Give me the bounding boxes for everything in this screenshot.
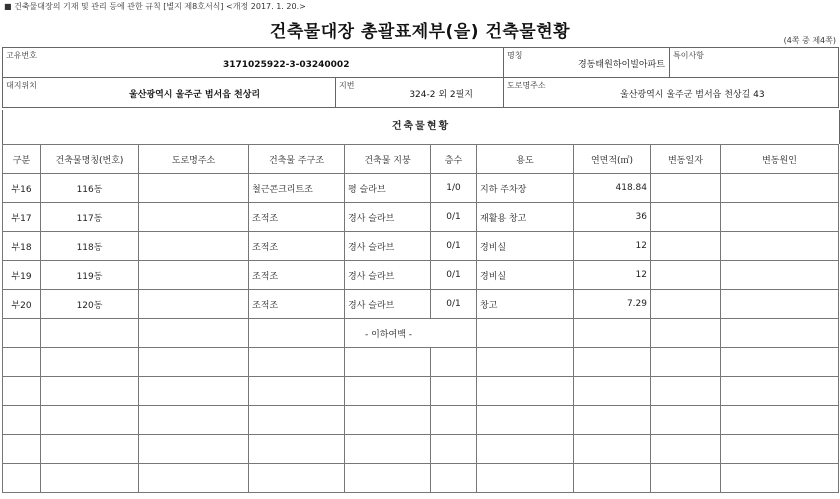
cell-floor-area: 12 bbox=[574, 232, 651, 261]
col-header-floor-area: 연면적(㎡) bbox=[574, 145, 651, 174]
cell-change-cause bbox=[721, 203, 839, 232]
table-row bbox=[3, 261, 839, 290]
info-table bbox=[2, 47, 839, 108]
empty-row bbox=[3, 377, 839, 406]
name-value: 경동태원하이빌아파트 bbox=[578, 60, 665, 70]
cell-floor-area: 7.29 bbox=[574, 290, 651, 319]
cell-roof: 경사 슬라브 bbox=[345, 290, 431, 319]
cell-road-address bbox=[139, 261, 249, 290]
cell-floors: 0/1 bbox=[431, 203, 477, 232]
col-header-road-address: 도로명주소 bbox=[139, 145, 249, 174]
cell-floors: 1/0 bbox=[431, 174, 477, 203]
cell-change-date bbox=[651, 174, 721, 203]
cell-category: 부17 bbox=[3, 203, 41, 232]
table-row bbox=[3, 232, 839, 261]
document-title: 건축물대장 총괄표제부(을) 건축물현황 bbox=[269, 22, 571, 42]
end-marker-row bbox=[3, 319, 839, 348]
location-label: 대지위치 bbox=[6, 81, 37, 90]
cell-use: 경비실 bbox=[477, 261, 574, 290]
cell-road-address bbox=[139, 290, 249, 319]
cell-category: 부18 bbox=[3, 232, 41, 261]
cell-use: 지하 주차장 bbox=[477, 174, 574, 203]
cell-main-structure: 조적조 bbox=[249, 232, 345, 261]
col-header-main-structure: 건축물 주구조 bbox=[249, 145, 345, 174]
unique-no-label: 고유번호 bbox=[6, 51, 37, 60]
cell-roof: 평 슬라브 bbox=[345, 174, 431, 203]
cell-building-name: 120동 bbox=[41, 290, 139, 319]
cell-building-name: 116동 bbox=[41, 174, 139, 203]
cell-roof: 경사 슬라브 bbox=[345, 261, 431, 290]
table-row bbox=[3, 174, 839, 203]
page-info: (4쪽 중 제4쪽) bbox=[783, 36, 836, 45]
cell-use: 경비실 bbox=[477, 232, 574, 261]
remarks-cell bbox=[670, 48, 839, 78]
cell-floor-area: 12 bbox=[574, 261, 651, 290]
cell-road-address bbox=[139, 232, 249, 261]
cell-floors: 0/1 bbox=[431, 261, 477, 290]
cell-building-name: 119동 bbox=[41, 261, 139, 290]
cell-change-date bbox=[651, 290, 721, 319]
road-address-label: 도로명주소 bbox=[507, 81, 546, 90]
empty-row bbox=[3, 348, 839, 377]
unique-no-cell bbox=[3, 48, 504, 78]
building-status-table bbox=[2, 144, 839, 493]
lot-label: 지번 bbox=[339, 81, 355, 90]
name-label: 명칭 bbox=[507, 51, 523, 60]
table-row bbox=[3, 290, 839, 319]
cell-change-cause bbox=[721, 232, 839, 261]
law-reference: ■ 건축물대장의 기재 및 관리 등에 관한 규칙 [별지 제8호서식] <개정 2017. 1. 20.> bbox=[4, 2, 306, 11]
cell-change-cause bbox=[721, 174, 839, 203]
end-marker: - 이하여백 - bbox=[345, 319, 477, 348]
unique-no-value: 3171025922-3-03240002 bbox=[223, 60, 350, 70]
cell-use: 재활용 창고 bbox=[477, 203, 574, 232]
col-header-building-name: 건축물명칭(번호) bbox=[41, 145, 139, 174]
col-header-use: 용도 bbox=[477, 145, 574, 174]
cell-main-structure: 조적조 bbox=[249, 261, 345, 290]
cell-floor-area: 418.84 bbox=[574, 174, 651, 203]
cell-floor-area: 36 bbox=[574, 203, 651, 232]
road-address-cell bbox=[504, 78, 839, 108]
cell-use: 창고 bbox=[477, 290, 574, 319]
empty-row bbox=[3, 464, 839, 493]
section-title: 건축물현황 bbox=[2, 110, 840, 144]
lot-value: 324-2 외 2필지 bbox=[409, 90, 473, 100]
cell-change-date bbox=[651, 203, 721, 232]
lot-cell bbox=[336, 78, 504, 108]
location-cell bbox=[3, 78, 336, 108]
cell-category: 부20 bbox=[3, 290, 41, 319]
table-row bbox=[3, 203, 839, 232]
empty-row bbox=[3, 435, 839, 464]
cell-roof: 경사 슬라브 bbox=[345, 203, 431, 232]
name-cell bbox=[504, 48, 670, 78]
cell-change-cause bbox=[721, 261, 839, 290]
cell-main-structure: 철근콘크리트조 bbox=[249, 174, 345, 203]
cell-building-name: 118동 bbox=[41, 232, 139, 261]
cell-roof: 경사 슬라브 bbox=[345, 232, 431, 261]
cell-category: 부19 bbox=[3, 261, 41, 290]
location-value: 울산광역시 울주군 범서읍 천상리 bbox=[129, 90, 261, 100]
cell-floors: 0/1 bbox=[431, 232, 477, 261]
road-address-value: 울산광역시 울주군 범서읍 천상길 43 bbox=[620, 90, 765, 100]
col-header-category: 구분 bbox=[3, 145, 41, 174]
table-header-row bbox=[3, 145, 839, 174]
col-header-change-date: 변동일자 bbox=[651, 145, 721, 174]
cell-road-address bbox=[139, 203, 249, 232]
remarks-label: 특이사항 bbox=[673, 51, 704, 60]
col-header-floors: 층수 bbox=[431, 145, 477, 174]
cell-change-date bbox=[651, 232, 721, 261]
cell-main-structure: 조적조 bbox=[249, 290, 345, 319]
cell-change-date bbox=[651, 261, 721, 290]
cell-change-cause bbox=[721, 290, 839, 319]
cell-category: 부16 bbox=[3, 174, 41, 203]
empty-row bbox=[3, 406, 839, 435]
cell-floors: 0/1 bbox=[431, 290, 477, 319]
col-header-change-cause: 변동원인 bbox=[721, 145, 839, 174]
col-header-roof: 건축물 지붕 bbox=[345, 145, 431, 174]
cell-road-address bbox=[139, 174, 249, 203]
cell-building-name: 117동 bbox=[41, 203, 139, 232]
cell-main-structure: 조적조 bbox=[249, 203, 345, 232]
